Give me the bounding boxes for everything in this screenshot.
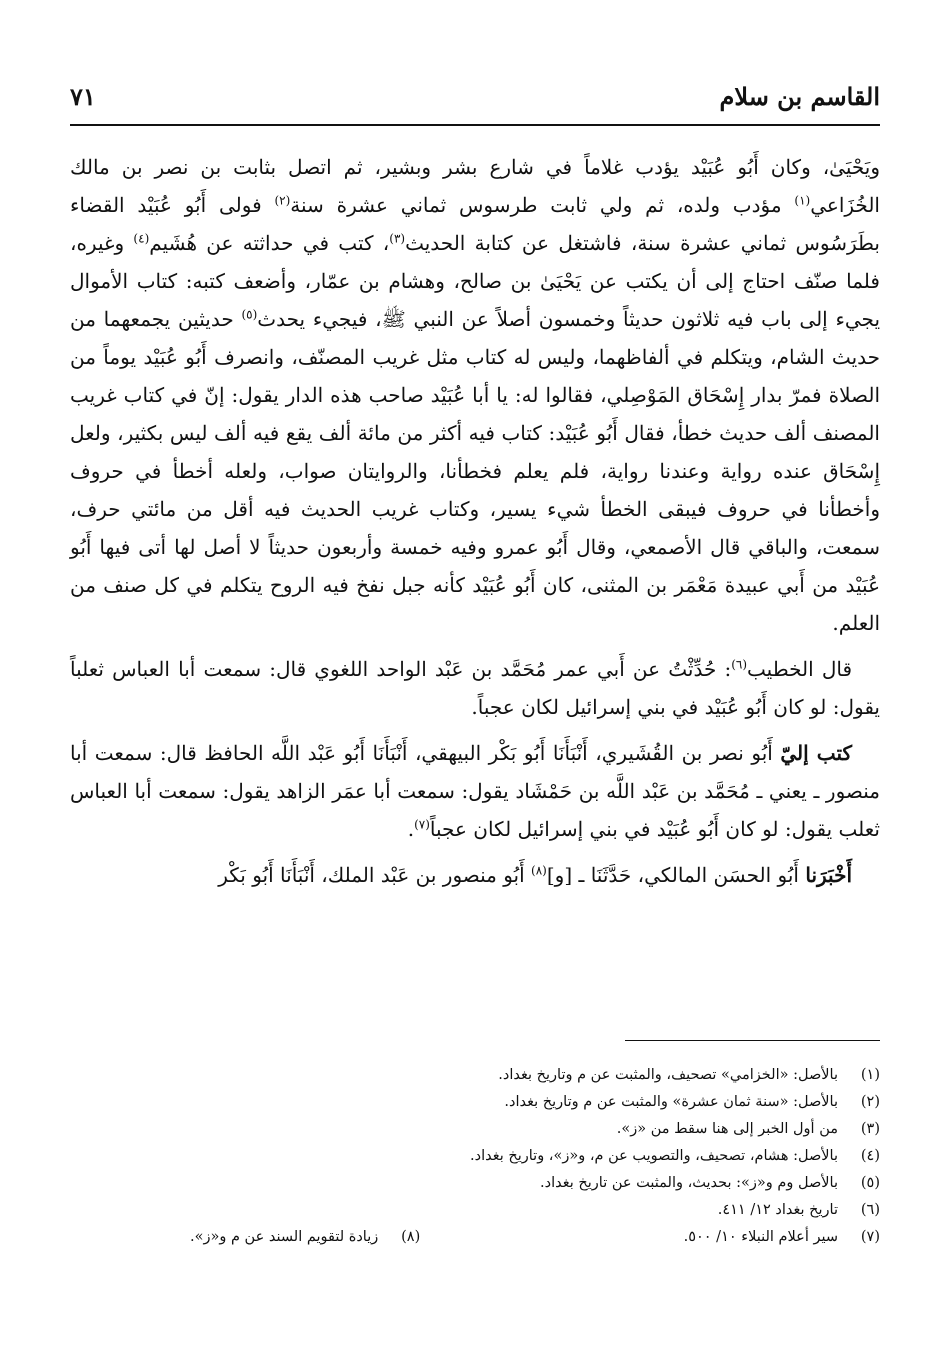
footnote-text: بالأصل: «سنة ثمان عشرة» والمثبت عن م وتاريخ بغداد. <box>504 1094 838 1110</box>
footnote-ref: (٧) <box>414 817 430 832</box>
footnote-text: بالأصل: هشام، تصحيف، والتصويب عن م، و«ز»، وتاريخ بغداد. <box>470 1148 838 1164</box>
footnote-number: (٨) <box>401 1229 421 1245</box>
paragraph-3 <box>70 734 880 848</box>
footnote-rule <box>625 1040 880 1041</box>
text-run: ، كتب في حداثته عن هُشَيم <box>149 231 390 255</box>
text-run: . <box>407 817 415 841</box>
text-run: حديثين يجمعهما من حديث الشام، ويتكلم في ألفاظهما، وليس له كتاب مثل غريب المصنّف، وانصرف أَبُو عُبَيْد يوماً من الصلاة فمرّ بدار إِسْحَاق المَوْصِلي، فقالوا له: يا أبا عُبَيْد صاحب هذه الدار يقول: إنّ في كتاب غريب المصنف ألف حديث خطأ، فقال أَبُو عُبَيْد: كتاب فيه أكثر من مائة ألف يقع فيه ألف ليس بكثير، ولعل إِسْحَاق عنده رواية وعندنا رواية، فلم يعلم فخطأنا، والروايتان صواب، ولعله أخطأ في حروف وأخطأنا في حروف فيبقى الخطأ شيء يسير، وكتاب غريب الحديث فيه أقل من مائتي حرف، سمعت، والباقي قال الأصمعي، وقال أَبُو عمرو وفيه خمسة وأربعون حديثاً لا أصل لها أتى فيها أَبُو عُبَيْد من أَبي عبيدة مَعْمَر بن المثنى، كان أَبُو عُبَيْد كأنه جبل نفخ فيه الروح يتكلم في كل صنف من العلم. <box>70 307 881 635</box>
lead-word: أَخْبَرَنا <box>805 863 852 887</box>
paragraph-2 <box>70 650 880 726</box>
main-text <box>70 148 880 902</box>
text-run: قال الخطيب <box>747 657 853 681</box>
header-rule <box>70 124 880 126</box>
footnote-item <box>70 1143 880 1170</box>
text-run: أَبُو منصور بن عَبْد الملك، أَنْبَأَنَا أَبُو بَكْر <box>218 863 532 887</box>
footnote-ref: (٥) <box>241 307 258 322</box>
footnote-text: من أول الخبر إلى هنا سقط من «ز». <box>616 1121 838 1137</box>
footnote-item <box>190 1224 420 1251</box>
footnote-number: (١) <box>860 1067 880 1083</box>
footnote-ref: (٤) <box>133 231 150 246</box>
footnote-ref: (٢) <box>274 193 291 208</box>
footnote-number: (٣) <box>860 1121 880 1137</box>
text-run: أَبُو الحسَن المالكي، حَدَّثَنَا ـ [و] <box>546 863 806 887</box>
text-run: وغيره، فلما صنّف احتاج إلى أن يكتب عن يَحْيَىٰ بن صالح، وهشام بن عمّار، وأضعف كتبه: كتاب الأموال يجيء إلى باب فيه ثلاثون حديثاً وخمسون أصلاً عن النبي ﷺ، فيجيء يحدث <box>70 231 881 331</box>
footnote-ref: (٨) <box>531 863 547 878</box>
page-number: ٧١ <box>70 82 96 111</box>
footnote-ref: (٦) <box>731 657 748 672</box>
running-title: القاسم بن سلام <box>719 82 880 111</box>
page-header <box>70 82 880 116</box>
footnote-item <box>70 1062 880 1089</box>
text-run: : حُدِّثْتُ عن أَبي عمر مُحَمَّد بن عَبْد الواحد اللغوي قال: سمعت أبا العباس ثعلباً يقول: لو كان أَبُو عُبَيْد في بني إسرائيل لكان عجباً. <box>70 657 880 719</box>
text-run: مؤدب ولده، ثم ولي ثابت طرسوس ثماني عشرة سنة <box>290 193 795 217</box>
footnote-number: (٦) <box>860 1202 880 1218</box>
footnote-text: بالأصل وم و«ز»: بحديث، والمثبت عن تاريخ بغداد. <box>540 1175 838 1191</box>
paragraph-1 <box>70 148 880 642</box>
book-page <box>70 0 880 1347</box>
text-run: فولى أَبُو عُبَيْد القضاء بطَرَسُوس ثماني عشرة سنة، فاشتغل عن كتابة الحديث <box>70 193 880 255</box>
footnotes <box>70 1062 880 1251</box>
footnote-text: زيادة لتقويم السند عن م و«ز». <box>190 1229 379 1245</box>
footnote-item <box>684 1224 880 1251</box>
footnote-text: تاريخ بغداد ١٢/ ٤١١. <box>717 1202 838 1218</box>
text-run: ويَحْيَىٰ، وكان أَبُو عُبَيْد يؤدب غلاماً في شارع بشر وبشير، ثم اتصل بثابت بن نصر بن مالك الخُزَاعي <box>70 155 880 217</box>
footnote-ref: (١) <box>794 193 811 208</box>
footnote-number: (٧) <box>860 1229 880 1245</box>
footnote-row <box>70 1224 880 1251</box>
footnote-number: (٥) <box>860 1175 880 1191</box>
footnote-number: (٤) <box>860 1148 880 1164</box>
footnote-text: سير أعلام النبلاء ١٠/ ٥٠٠. <box>683 1229 838 1245</box>
footnote-text: بالأصل: «الخزامي» تصحيف، والمثبت عن م وتاريخ بغداد. <box>498 1067 838 1083</box>
lead-word: كتب إليّ <box>780 741 853 765</box>
paragraph-4 <box>70 856 880 894</box>
footnote-item <box>70 1116 880 1143</box>
footnote-item <box>70 1170 880 1197</box>
footnote-ref: (٣) <box>389 231 406 246</box>
footnote-item <box>70 1089 880 1116</box>
text-run: أَبُو نصر بن القُشَيري، أَنْبَأَنَا أَبُو بَكْر البيهقي، أَنْبَأَنَا أَبُو عَبْد اللَّه الحافظ قال: سمعت أبا منصور ـ يعني ـ مُحَمَّد بن عَبْد اللَّه بن حَمْشَاد يقول: سمعت أبا عمَر الزاهد يقول: سمعت أبا العباس ثعلب يقول: لو كان أَبُو عُبَيْد في بني إسرائيل لكان عجباً <box>70 741 880 841</box>
footnote-item <box>70 1197 880 1224</box>
footnote-number: (٢) <box>860 1094 880 1110</box>
